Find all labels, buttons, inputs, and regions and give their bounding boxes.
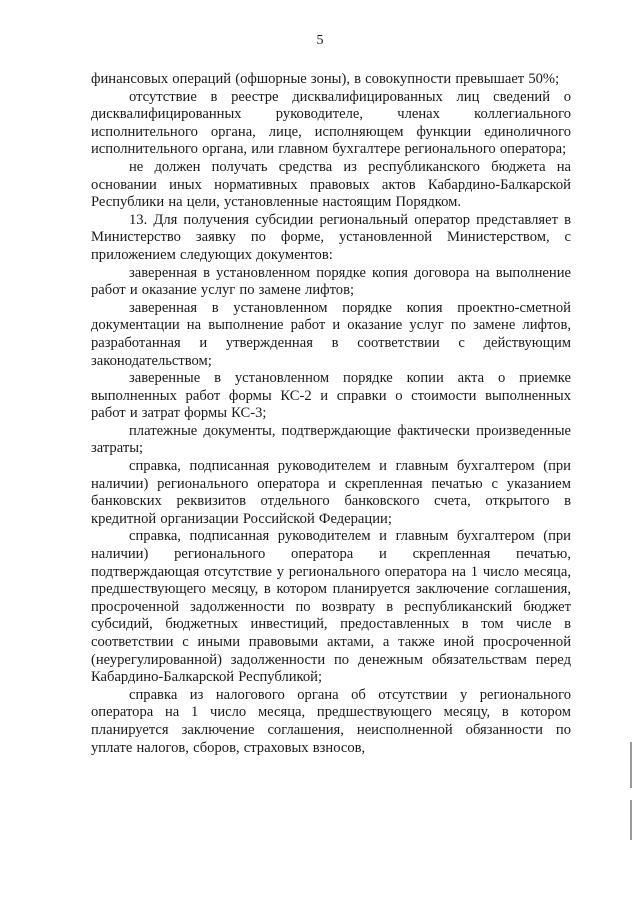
paragraph-no-debt-certificate: справка, подписанная руководителем и главным бухгалтером (при наличии) регионального оператора и скрепленная печатью, подтверждающая отсутствие у регионального оператора на 1 число месяца, предшествующего месяцу, в котором планируется заключение соглашения, просроченной задолженности по возврату в республиканский бюджет субсидий, бюджетных инвестиций, предоставленных в том числе в соответствии с иными правовыми актами, а также иной просроченной (неурегулированной) задолженности по денежным обязательствам перед Кабардино-Балкарской Республикой; (91, 528, 571, 686)
paragraph-design-estimate: заверенная в установленном порядке копия проектно-сметной документации на выполнение работ и оказание услуг по замене лифтов, разработанная и утвержденная в соответствии с действующим законодательством; (91, 299, 571, 369)
paragraph-disqualified-registry: отсутствие в реестре дисквалифицированных лиц сведений о дисквалифицированных руководителе, членах коллегиального исполнительного органа, лице, исполняющем функции единоличного исполнительного органа, или главном бухгалтере регионального оператора; (91, 88, 571, 158)
scan-edge-mark (630, 800, 632, 840)
paragraph-payment-docs: платежные документы, подтверждающие фактически произведенные затраты; (91, 422, 571, 457)
document-body (91, 71, 571, 757)
paragraph-no-other-funds: не должен получать средства из республиканского бюджета на основании иных нормативных правовых актов Кабардино-Балкарской Республики на цели, установленные настоящим Порядком. (91, 158, 571, 211)
paragraph-bank-details-certificate: справка, подписанная руководителем и главным бухгалтером (при наличии) регионального оператора и скрепленная печатью с указанием банковских реквизитов отдельного банковского счета, открытого в кредитной организации Российской Федерации; (91, 458, 571, 527)
paragraph-contract-copy: заверенная в установленном порядке копия договора на выполнение работ и оказание услуг по замене лифтов; (91, 264, 571, 299)
scan-edge-mark (630, 742, 632, 788)
page-number: 5 (316, 33, 324, 48)
paragraph-ks2-ks3: заверенные в установленном порядке копии акта о приемке выполненных работ формы КС-2 и справки о стоимости выполненных работ и затрат формы КС-3; (91, 370, 571, 422)
paragraph-clause-13: 13. Для получения субсидии региональный оператор представляет в Министерство заявку по форме, установленной Министерством, с приложением следующих документов: (91, 211, 571, 263)
paragraph-tax-certificate: справка из налогового органа об отсутствии у регионального оператора на 1 число месяца, предшествующего месяцу, в котором планируется заключение соглашения, неисполненной обязанности по уплате налогов, сборов, страховых взносов, (91, 686, 571, 756)
paragraph-offshore-continuation: финансовых операций (офшорные зоны), в совокупности превышает 50%; (91, 71, 560, 87)
